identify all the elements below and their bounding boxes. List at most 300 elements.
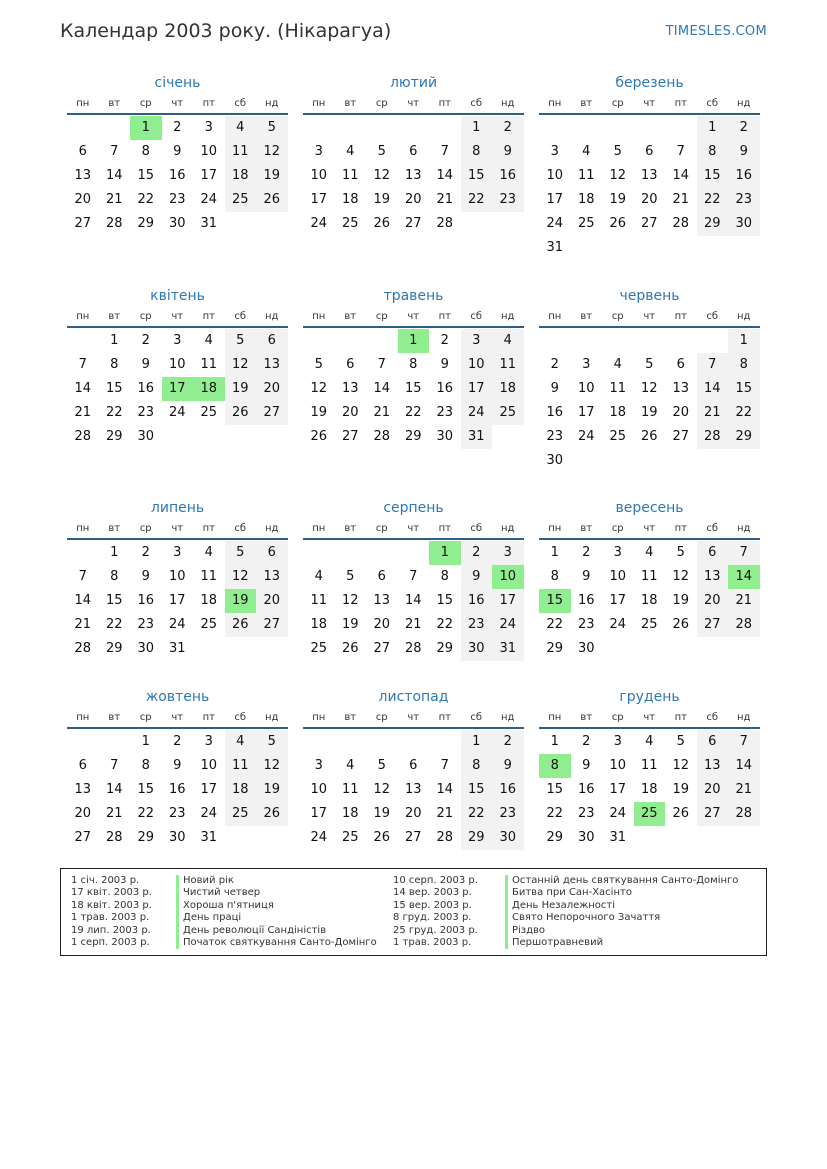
day-cell: 10	[609, 758, 627, 773]
weekday-header	[303, 710, 524, 729]
day-cell: 21	[728, 778, 760, 802]
day-cell: 14	[436, 782, 454, 797]
day-cell: 16	[492, 778, 524, 802]
day-cell: 16	[546, 405, 564, 420]
weekday-label: ср	[611, 311, 624, 322]
day-cell: 2	[492, 116, 524, 140]
day-cell: 9	[582, 569, 591, 584]
day-cell: 22	[546, 617, 564, 632]
day-cell: 11	[640, 569, 658, 584]
weekday-header	[539, 309, 760, 328]
day-cell: 11	[200, 569, 218, 584]
day-cell: 18	[225, 778, 257, 802]
day-cell: 22	[728, 401, 760, 425]
weekday-label: пн	[548, 523, 562, 534]
weekday-label: пн	[548, 311, 562, 322]
day-cell: 18	[640, 782, 658, 797]
day-cell: 6	[78, 144, 87, 159]
weekday-label: пн	[312, 712, 326, 723]
legend-holiday-name: Битва при Сан-Хасінто	[505, 887, 738, 899]
weekday-label: вт	[580, 98, 593, 109]
day-cell: 15	[546, 782, 564, 797]
day-cell: 12	[341, 593, 359, 608]
weekday-label: вт	[344, 523, 357, 534]
holiday-day-cell: 25	[634, 802, 666, 826]
weekday-label: сб	[234, 98, 247, 109]
day-cell: 31	[200, 830, 218, 845]
day-cell: 27	[697, 802, 729, 826]
day-cell: 12	[225, 565, 257, 589]
weekday-label: сб	[470, 523, 483, 534]
weekday-label: нд	[265, 311, 279, 322]
day-cell: 3	[173, 333, 182, 348]
day-cell: 12	[672, 569, 690, 584]
day-cell: 3	[314, 144, 323, 159]
day-cell: 9	[492, 140, 524, 164]
day-cell: 27	[404, 830, 422, 845]
day-cell: 26	[225, 613, 257, 637]
weekday-label: нд	[737, 98, 751, 109]
day-cell: 3	[613, 545, 622, 560]
weekday-label: пт	[438, 311, 451, 322]
day-cell: 11	[225, 754, 257, 778]
day-cell: 29	[697, 212, 729, 236]
day-cell: 21	[672, 192, 690, 207]
day-cell: 30	[436, 429, 454, 444]
day-cell: 7	[728, 730, 760, 754]
day-cell: 22	[697, 188, 729, 212]
month-name: лютий	[389, 75, 438, 91]
weekday-label: вт	[344, 98, 357, 109]
day-cell: 24	[168, 405, 186, 420]
day-cell: 10	[461, 353, 493, 377]
weekday-label: чт	[171, 712, 184, 723]
empty-cell	[67, 116, 99, 140]
weekday-label: нд	[501, 523, 515, 534]
legend-holiday-name: Останній день святкування Санто-Домінго	[505, 875, 738, 887]
legend-right-dates	[393, 875, 478, 949]
day-cell: 7	[78, 569, 87, 584]
weekday-label: вт	[580, 523, 593, 534]
holiday-day-cell: 15	[539, 589, 571, 613]
day-cell: 5	[645, 357, 654, 372]
day-cell: 17	[577, 405, 595, 420]
empty-cell	[303, 329, 335, 353]
day-cell: 23	[137, 617, 155, 632]
day-cell: 2	[173, 734, 182, 749]
day-cell: 21	[697, 401, 729, 425]
day-cell: 16	[137, 593, 155, 608]
day-cell: 10	[200, 144, 218, 159]
day-cell: 2	[141, 333, 150, 348]
day-cell: 15	[105, 593, 123, 608]
weekday-label: пт	[674, 98, 687, 109]
day-cell: 25	[310, 641, 328, 656]
day-cell: 6	[676, 357, 685, 372]
empty-cell	[602, 329, 634, 353]
day-cell: 2	[582, 545, 591, 560]
month-4	[67, 285, 288, 449]
day-cell: 30	[461, 637, 493, 661]
day-cell: 1	[110, 545, 119, 560]
day-cell: 26	[256, 802, 288, 826]
day-cell: 15	[461, 164, 493, 188]
day-grid	[539, 541, 760, 661]
day-cell: 28	[728, 613, 760, 637]
day-cell: 12	[609, 168, 627, 183]
day-cell: 4	[492, 329, 524, 353]
day-cell: 27	[672, 429, 690, 444]
day-cell: 14	[105, 782, 123, 797]
weekday-label: сб	[234, 523, 247, 534]
weekday-label: сб	[470, 98, 483, 109]
day-grid	[539, 329, 760, 473]
day-grid	[67, 329, 288, 449]
day-cell: 30	[168, 216, 186, 231]
day-cell: 20	[74, 806, 92, 821]
month-name: жовтень	[145, 689, 210, 705]
weekday-label: пн	[312, 311, 326, 322]
day-cell: 5	[377, 144, 386, 159]
weekday-label: ср	[611, 98, 624, 109]
day-cell: 19	[609, 192, 627, 207]
weekday-label: чт	[407, 98, 420, 109]
day-cell: 31	[461, 425, 493, 449]
day-cell: 27	[74, 216, 92, 231]
weekday-label: пт	[674, 712, 687, 723]
day-cell: 25	[492, 401, 524, 425]
day-cell: 30	[168, 830, 186, 845]
day-cell: 7	[78, 357, 87, 372]
day-cell: 15	[461, 778, 493, 802]
day-cell: 23	[492, 188, 524, 212]
day-cell: 13	[697, 754, 729, 778]
legend-date: 1 січ. 2003 р.	[71, 875, 140, 886]
day-cell: 24	[200, 806, 218, 821]
holiday-day-cell: 14	[728, 565, 760, 589]
day-cell: 22	[105, 617, 123, 632]
day-cell: 18	[225, 164, 257, 188]
day-cell: 13	[256, 565, 288, 589]
legend-date: 17 квіт. 2003 р.	[71, 887, 152, 899]
day-cell: 10	[577, 381, 595, 396]
day-cell: 4	[346, 758, 355, 773]
weekday-label: пн	[76, 712, 90, 723]
day-cell: 31	[492, 637, 524, 661]
day-cell: 23	[168, 192, 186, 207]
weekday-label: чт	[643, 712, 656, 723]
day-cell: 28	[436, 830, 454, 845]
day-cell: 2	[550, 357, 559, 372]
day-cell: 17	[609, 782, 627, 797]
month-name: квітень	[150, 288, 205, 304]
day-cell: 12	[373, 168, 391, 183]
month-9	[539, 497, 760, 661]
legend-holiday-name: Першотравневий	[505, 937, 738, 949]
day-cell: 3	[204, 734, 213, 749]
legend-date: 1 серп. 2003 р.	[71, 936, 150, 948]
month-name: травень	[383, 288, 444, 304]
weekday-label: ср	[139, 712, 152, 723]
weekday-label: нд	[501, 98, 515, 109]
legend-holiday-name: День праці	[176, 912, 377, 924]
day-cell: 15	[105, 381, 123, 396]
empty-cell	[539, 116, 571, 140]
empty-cell	[366, 329, 398, 353]
day-cell: 28	[672, 216, 690, 231]
day-cell: 21	[436, 192, 454, 207]
day-cell: 24	[492, 613, 524, 637]
day-cell: 5	[225, 329, 257, 353]
day-cell: 2	[582, 734, 591, 749]
day-cell: 29	[546, 641, 564, 656]
day-cell: 5	[676, 545, 685, 560]
day-cell: 17	[609, 593, 627, 608]
month-name: липень	[150, 500, 205, 516]
day-cell: 18	[341, 806, 359, 821]
weekday-label: чт	[643, 523, 656, 534]
month-name: серпень	[383, 500, 444, 516]
day-cell: 10	[310, 168, 328, 183]
day-cell: 12	[672, 758, 690, 773]
holiday-day-cell: 1	[429, 541, 461, 565]
day-cell: 4	[613, 357, 622, 372]
day-cell: 6	[377, 569, 386, 584]
day-cell: 15	[404, 381, 422, 396]
weekday-label: пт	[202, 523, 215, 534]
day-cell: 29	[436, 641, 454, 656]
day-grid	[303, 730, 524, 850]
day-cell: 1	[141, 734, 150, 749]
day-cell: 3	[204, 120, 213, 135]
weekday-header	[303, 521, 524, 540]
day-cell: 4	[346, 144, 355, 159]
weekday-label: сб	[706, 523, 719, 534]
day-cell: 9	[492, 754, 524, 778]
day-cell: 8	[440, 569, 449, 584]
day-cell: 19	[373, 806, 391, 821]
weekday-label: вт	[108, 523, 121, 534]
day-cell: 21	[105, 806, 123, 821]
day-cell: 27	[697, 613, 729, 637]
day-cell: 25	[577, 216, 595, 231]
day-cell: 24	[168, 617, 186, 632]
day-cell: 8	[409, 357, 418, 372]
weekday-label: нд	[265, 98, 279, 109]
day-cell: 11	[609, 381, 627, 396]
day-cell: 8	[697, 140, 729, 164]
day-cell: 4	[204, 333, 213, 348]
day-cell: 15	[728, 377, 760, 401]
holiday-day-cell: 8	[539, 754, 571, 778]
day-cell: 11	[640, 758, 658, 773]
day-cell: 6	[256, 541, 288, 565]
day-cell: 26	[225, 401, 257, 425]
day-cell: 29	[105, 641, 123, 656]
day-cell: 2	[440, 333, 449, 348]
month-2	[303, 72, 524, 236]
day-cell: 9	[173, 758, 182, 773]
weekday-label: нд	[737, 712, 751, 723]
day-cell: 13	[697, 565, 729, 589]
day-cell: 31	[168, 641, 186, 656]
day-cell: 9	[440, 357, 449, 372]
day-cell: 1	[728, 329, 760, 353]
day-cell: 1	[697, 116, 729, 140]
day-cell: 20	[640, 192, 658, 207]
weekday-label: чт	[171, 523, 184, 534]
day-grid	[303, 116, 524, 236]
day-cell: 2	[492, 730, 524, 754]
day-cell: 18	[609, 405, 627, 420]
day-cell: 23	[137, 405, 155, 420]
holiday-day-cell: 1	[398, 329, 430, 353]
day-cell: 21	[74, 405, 92, 420]
day-cell: 23	[577, 617, 595, 632]
empty-cell	[366, 730, 398, 754]
weekday-label: сб	[234, 712, 247, 723]
day-cell: 25	[200, 617, 218, 632]
empty-cell	[67, 329, 99, 353]
day-cell: 16	[492, 164, 524, 188]
day-cell: 22	[436, 617, 454, 632]
day-cell: 8	[461, 754, 493, 778]
day-cell: 7	[728, 541, 760, 565]
weekday-header	[539, 710, 760, 729]
day-cell: 22	[461, 802, 493, 826]
day-cell: 10	[546, 168, 564, 183]
day-cell: 11	[492, 353, 524, 377]
day-cell: 12	[373, 782, 391, 797]
weekday-label: пт	[202, 98, 215, 109]
legend-holiday-name: День революції Сандіністів	[176, 925, 377, 937]
day-cell: 19	[640, 405, 658, 420]
day-cell: 4	[225, 116, 257, 140]
day-cell: 25	[225, 802, 257, 826]
day-cell: 24	[461, 401, 493, 425]
day-cell: 19	[672, 782, 690, 797]
day-cell: 8	[550, 569, 559, 584]
weekday-header	[67, 309, 288, 328]
day-cell: 7	[110, 144, 119, 159]
day-cell: 26	[341, 641, 359, 656]
day-cell: 4	[582, 144, 591, 159]
day-cell: 5	[377, 758, 386, 773]
weekday-label: пт	[202, 311, 215, 322]
day-cell: 29	[105, 429, 123, 444]
day-cell: 13	[404, 782, 422, 797]
day-cell: 20	[341, 405, 359, 420]
day-cell: 9	[582, 758, 591, 773]
weekday-label: пн	[76, 523, 90, 534]
day-cell: 21	[74, 617, 92, 632]
day-cell: 1	[110, 333, 119, 348]
day-cell: 20	[672, 405, 690, 420]
day-cell: 1	[461, 730, 493, 754]
day-cell: 7	[440, 758, 449, 773]
day-cell: 26	[672, 617, 690, 632]
weekday-label: сб	[706, 98, 719, 109]
day-cell: 16	[436, 381, 454, 396]
day-cell: 17	[461, 377, 493, 401]
day-cell: 20	[256, 589, 288, 613]
day-cell: 27	[341, 429, 359, 444]
day-cell: 31	[609, 830, 627, 845]
day-cell: 28	[404, 641, 422, 656]
day-cell: 30	[728, 212, 760, 236]
day-cell: 19	[310, 405, 328, 420]
weekday-header	[303, 96, 524, 115]
month-8	[303, 497, 524, 661]
day-cell: 13	[74, 168, 92, 183]
month-name: грудень	[619, 689, 680, 705]
day-cell: 13	[672, 381, 690, 396]
day-cell: 27	[256, 613, 288, 637]
empty-cell	[99, 730, 131, 754]
legend-date: 1 трав. 2003 р.	[393, 936, 472, 948]
day-grid	[67, 541, 288, 661]
day-cell: 30	[577, 641, 595, 656]
day-cell: 13	[640, 168, 658, 183]
day-cell: 1	[550, 545, 559, 560]
day-cell: 9	[141, 357, 150, 372]
day-cell: 24	[310, 216, 328, 231]
day-cell: 16	[461, 589, 493, 613]
day-cell: 13	[341, 381, 359, 396]
weekday-label: вт	[344, 712, 357, 723]
day-cell: 28	[373, 429, 391, 444]
legend-holiday-name: Чистий четвер	[176, 887, 377, 899]
day-cell: 28	[105, 216, 123, 231]
day-cell: 29	[546, 830, 564, 845]
empty-cell	[99, 116, 131, 140]
day-cell: 3	[492, 541, 524, 565]
month-7	[67, 497, 288, 661]
site-link[interactable]: TIMESLES.COM	[665, 24, 767, 39]
day-cell: 25	[341, 216, 359, 231]
day-cell: 6	[409, 758, 418, 773]
day-cell: 17	[310, 806, 328, 821]
day-cell: 11	[341, 782, 359, 797]
day-cell: 20	[404, 806, 422, 821]
day-cell: 23	[546, 429, 564, 444]
holiday-day-cell: 1	[130, 116, 162, 140]
weekday-label: нд	[501, 712, 515, 723]
weekday-label: ср	[375, 311, 388, 322]
day-cell: 4	[225, 730, 257, 754]
day-cell: 7	[377, 357, 386, 372]
day-cell: 12	[256, 754, 288, 778]
day-cell: 6	[78, 758, 87, 773]
day-cell: 21	[105, 192, 123, 207]
day-cell: 19	[341, 617, 359, 632]
day-cell: 27	[404, 216, 422, 231]
day-cell: 26	[672, 806, 690, 821]
day-cell: 8	[461, 140, 493, 164]
day-cell: 26	[373, 216, 391, 231]
day-cell: 30	[577, 830, 595, 845]
weekday-label: сб	[470, 712, 483, 723]
empty-cell	[429, 730, 461, 754]
weekday-label: чт	[643, 98, 656, 109]
day-cell: 19	[225, 377, 257, 401]
day-cell: 13	[373, 593, 391, 608]
day-cell: 6	[346, 357, 355, 372]
empty-cell	[366, 116, 398, 140]
day-cell: 11	[577, 168, 595, 183]
day-cell: 16	[577, 782, 595, 797]
weekday-label: вт	[108, 98, 121, 109]
